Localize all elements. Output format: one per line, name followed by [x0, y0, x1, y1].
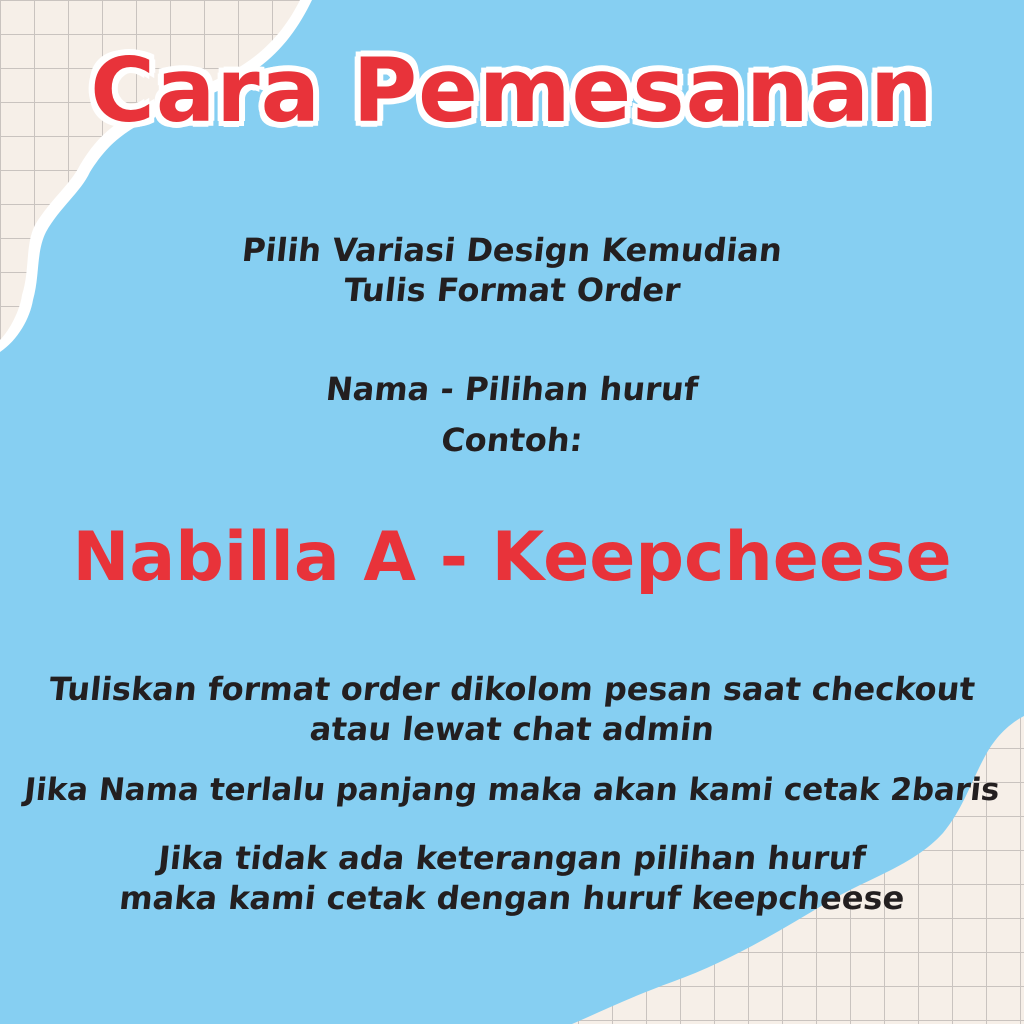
format-line: Nama - Pilihan huruf: [324, 370, 700, 408]
note-long-name: Jika Nama terlalu panjang maka akan kami cetak 2baris: [22, 772, 1002, 808]
example-label: Contoh:: [439, 421, 585, 459]
note-default-line-1: Jika tidak ada keterangan pilihan huruf: [156, 839, 868, 877]
example-order: Nabilla A - Keepcheese: [72, 518, 952, 597]
note-default-line-2: maka kami cetak dengan huruf keepcheese: [117, 879, 907, 917]
intro-line-2: Tulis Format Order: [341, 271, 683, 309]
page-title: Cara Pemesanan: [90, 39, 934, 142]
note-checkout-line-1: Tuliskan format order dikolom pesan saat checkout: [47, 670, 977, 708]
note-checkout-line-2: atau lewat chat admin: [307, 710, 717, 748]
intro-line-1: Pilih Variasi Design Kemudian: [240, 231, 784, 269]
